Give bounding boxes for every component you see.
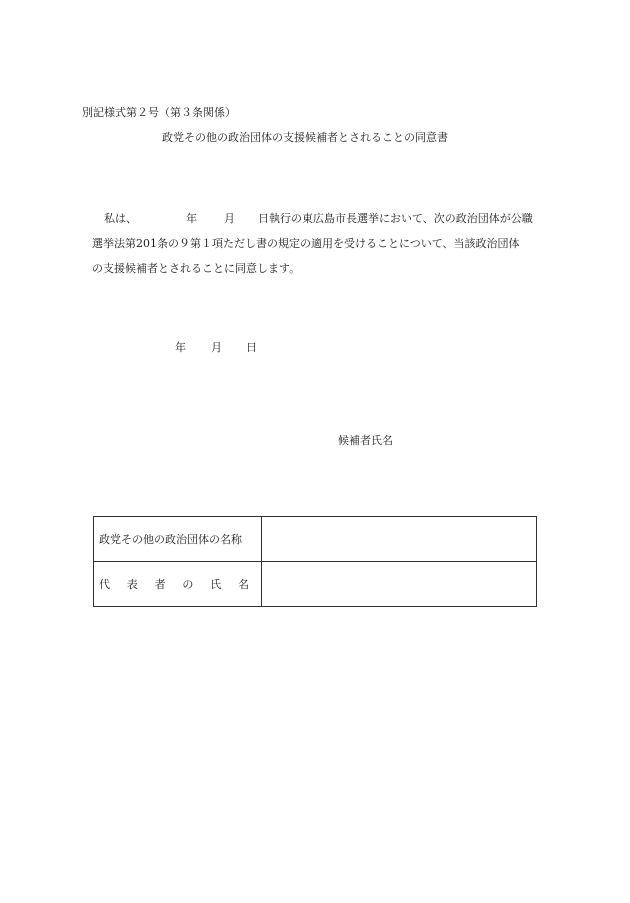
political-group-table (93, 516, 537, 607)
table-row (94, 517, 537, 562)
consent-text-line1: 日執行の東広島市長選挙において、次の政治団体が公職 (258, 212, 533, 225)
label-char: 代 (99, 578, 110, 591)
signing-month-label: 月 (211, 341, 222, 354)
consent-text-line2: 選挙法第201条の９第１項ただし書の規定の適用を受けることについて、当該政治団体 (92, 237, 520, 250)
group-name-label: 政党その他の政治団体の名称 (94, 517, 262, 562)
label-char: 者 (154, 578, 166, 591)
label-char: の (182, 578, 194, 591)
candidate-name-label: 候補者氏名 (338, 434, 393, 447)
label-char: 名 (237, 578, 249, 591)
label-char: 氏 (210, 578, 222, 591)
consent-text-line3: の支援候補者とされることに同意します。 (92, 262, 301, 275)
document-title: 政党その他の政治団体の支援候補者とされることの同意書 (162, 131, 448, 144)
form-number: 別記様式第２号（第３条関係） (82, 106, 236, 119)
table-row (94, 562, 537, 607)
label-char: 表 (126, 578, 138, 591)
signing-year-label: 年 (175, 341, 186, 354)
representative-name-label (94, 562, 262, 607)
consent-text-prefix: 私は、 (104, 212, 137, 225)
representative-name-field[interactable] (262, 562, 537, 607)
group-name-field[interactable] (262, 517, 537, 562)
election-month-label: 月 (224, 212, 235, 225)
signing-day-label: 日 (246, 341, 257, 354)
election-year-label: 年 (186, 212, 197, 225)
